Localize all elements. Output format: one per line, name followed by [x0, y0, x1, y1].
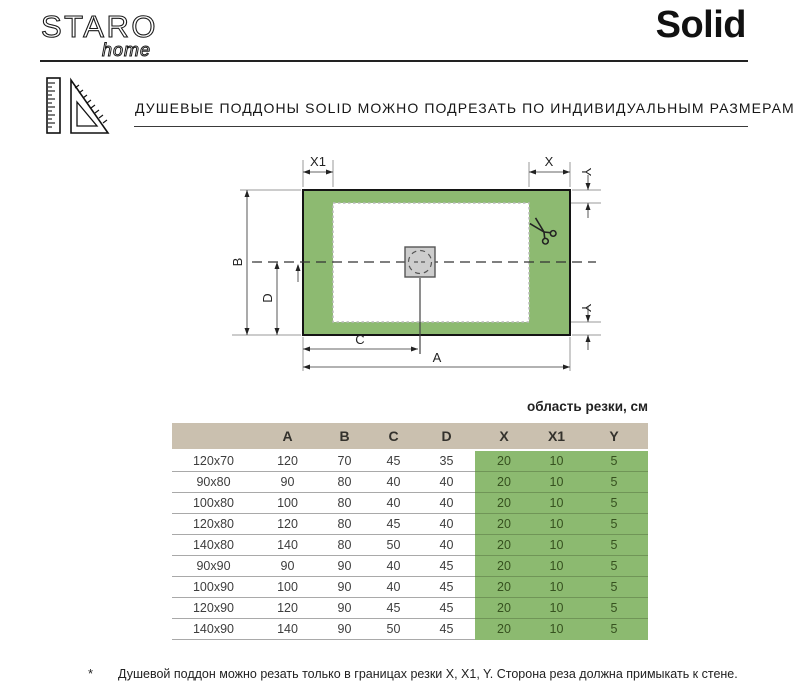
dim-label-c: C	[355, 332, 365, 347]
cell-b: 90	[320, 597, 369, 618]
table-row	[172, 597, 648, 618]
cell-a: 90	[255, 471, 320, 492]
cell-c: 40	[369, 576, 418, 597]
row-size-label: 120x70	[172, 450, 255, 471]
cell-x1: 10	[533, 450, 580, 471]
staro-logo-icon	[40, 6, 172, 60]
cell-x1: 10	[533, 597, 580, 618]
dim-label-b: B	[230, 257, 245, 267]
column-header-x1: X1	[533, 423, 580, 450]
cell-y: 5	[580, 576, 648, 597]
cell-a: 120	[255, 513, 320, 534]
column-header-size	[172, 423, 255, 450]
cell-c: 45	[369, 513, 418, 534]
cell-x1: 10	[533, 576, 580, 597]
cell-x1: 10	[533, 618, 580, 639]
cell-y: 5	[580, 618, 648, 639]
cell-c: 40	[369, 492, 418, 513]
table-row	[172, 576, 648, 597]
cell-y: 5	[580, 492, 648, 513]
cell-d: 45	[418, 597, 475, 618]
table-row	[172, 534, 648, 555]
cell-d: 35	[418, 450, 475, 471]
cell-c: 45	[369, 597, 418, 618]
cell-c: 40	[369, 471, 418, 492]
cell-x: 20	[475, 597, 533, 618]
footnote-text: Душевой поддон можно резать только в границах резки X, X1, Y. Сторона реза должна примыкать к стене.	[118, 667, 738, 681]
cell-y: 5	[580, 555, 648, 576]
cell-d: 40	[418, 492, 475, 513]
cell-b: 90	[320, 618, 369, 639]
ruler-square-icon	[44, 74, 112, 143]
cell-x1: 10	[533, 471, 580, 492]
table-row	[172, 471, 648, 492]
table-row	[172, 618, 648, 639]
cell-a: 100	[255, 492, 320, 513]
header-divider	[40, 60, 748, 62]
column-header-d: D	[418, 423, 475, 450]
cell-a: 100	[255, 576, 320, 597]
column-header-x: X	[475, 423, 533, 450]
table-row	[172, 450, 648, 471]
cell-x: 20	[475, 576, 533, 597]
row-size-label: 90x90	[172, 555, 255, 576]
cell-c: 50	[369, 534, 418, 555]
cell-b: 80	[320, 534, 369, 555]
brand-logo	[40, 6, 172, 65]
cell-b: 90	[320, 576, 369, 597]
column-header-b: B	[320, 423, 369, 450]
cell-y: 5	[580, 450, 648, 471]
cell-a: 140	[255, 534, 320, 555]
cell-x: 20	[475, 450, 533, 471]
row-size-label: 140x80	[172, 534, 255, 555]
row-size-label: 90x80	[172, 471, 255, 492]
cell-c: 40	[369, 555, 418, 576]
cell-x: 20	[475, 471, 533, 492]
cell-y: 5	[580, 597, 648, 618]
cell-b: 90	[320, 555, 369, 576]
cell-a: 120	[255, 597, 320, 618]
column-header-a: A	[255, 423, 320, 450]
cell-x1: 10	[533, 513, 580, 534]
headline-text: ДУШЕВЫЕ ПОДДОНЫ SOLID МОЖНО ПОДРЕЗАТЬ ПО ИНДИВИДУАЛЬНЫМ РАЗМЕРАМ	[135, 100, 795, 116]
cell-b: 70	[320, 450, 369, 471]
dim-label-x: X	[544, 154, 554, 169]
cell-y: 5	[580, 513, 648, 534]
size-table-header-row	[172, 423, 648, 450]
cell-x1: 10	[533, 534, 580, 555]
column-header-y: Y	[580, 423, 648, 450]
size-table	[172, 423, 648, 640]
footnote-marker: *	[88, 666, 94, 681]
cell-x: 20	[475, 513, 533, 534]
headline-underline	[134, 126, 748, 127]
dim-label-x1: X1	[310, 154, 326, 169]
cell-x1: 10	[533, 492, 580, 513]
cell-b: 80	[320, 492, 369, 513]
cell-d: 45	[418, 555, 475, 576]
cell-x: 20	[475, 492, 533, 513]
dim-label-y-top: Y	[579, 167, 594, 177]
brand-sub: home	[102, 40, 152, 60]
cell-b: 80	[320, 471, 369, 492]
cell-x1: 10	[533, 555, 580, 576]
page-title: Solid	[655, 4, 746, 46]
cell-b: 80	[320, 513, 369, 534]
brand-name: STARO	[41, 9, 158, 44]
row-size-label: 100x80	[172, 492, 255, 513]
cell-x: 20	[475, 534, 533, 555]
cutting-diagram	[230, 150, 610, 395]
row-size-label: 120x80	[172, 513, 255, 534]
row-size-label: 120x90	[172, 597, 255, 618]
dim-label-a: A	[432, 350, 442, 365]
cell-d: 40	[418, 513, 475, 534]
cell-c: 50	[369, 618, 418, 639]
column-header-c: C	[369, 423, 418, 450]
cell-d: 40	[418, 534, 475, 555]
cut-area-header: область резки, см	[526, 399, 648, 414]
table-row	[172, 492, 648, 513]
table-row	[172, 513, 648, 534]
cell-d: 45	[418, 576, 475, 597]
row-size-label: 140x90	[172, 618, 255, 639]
dim-label-y-bottom: Y	[579, 303, 594, 313]
cell-y: 5	[580, 471, 648, 492]
table-row	[172, 555, 648, 576]
cell-y: 5	[580, 534, 648, 555]
cell-a: 140	[255, 618, 320, 639]
cell-x: 20	[475, 555, 533, 576]
cell-a: 90	[255, 555, 320, 576]
cell-x: 20	[475, 618, 533, 639]
cell-d: 40	[418, 471, 475, 492]
size-table-body	[172, 450, 648, 639]
cell-a: 120	[255, 450, 320, 471]
row-size-label: 100x90	[172, 576, 255, 597]
cell-c: 45	[369, 450, 418, 471]
cell-d: 45	[418, 618, 475, 639]
dim-label-d: D	[260, 293, 275, 303]
